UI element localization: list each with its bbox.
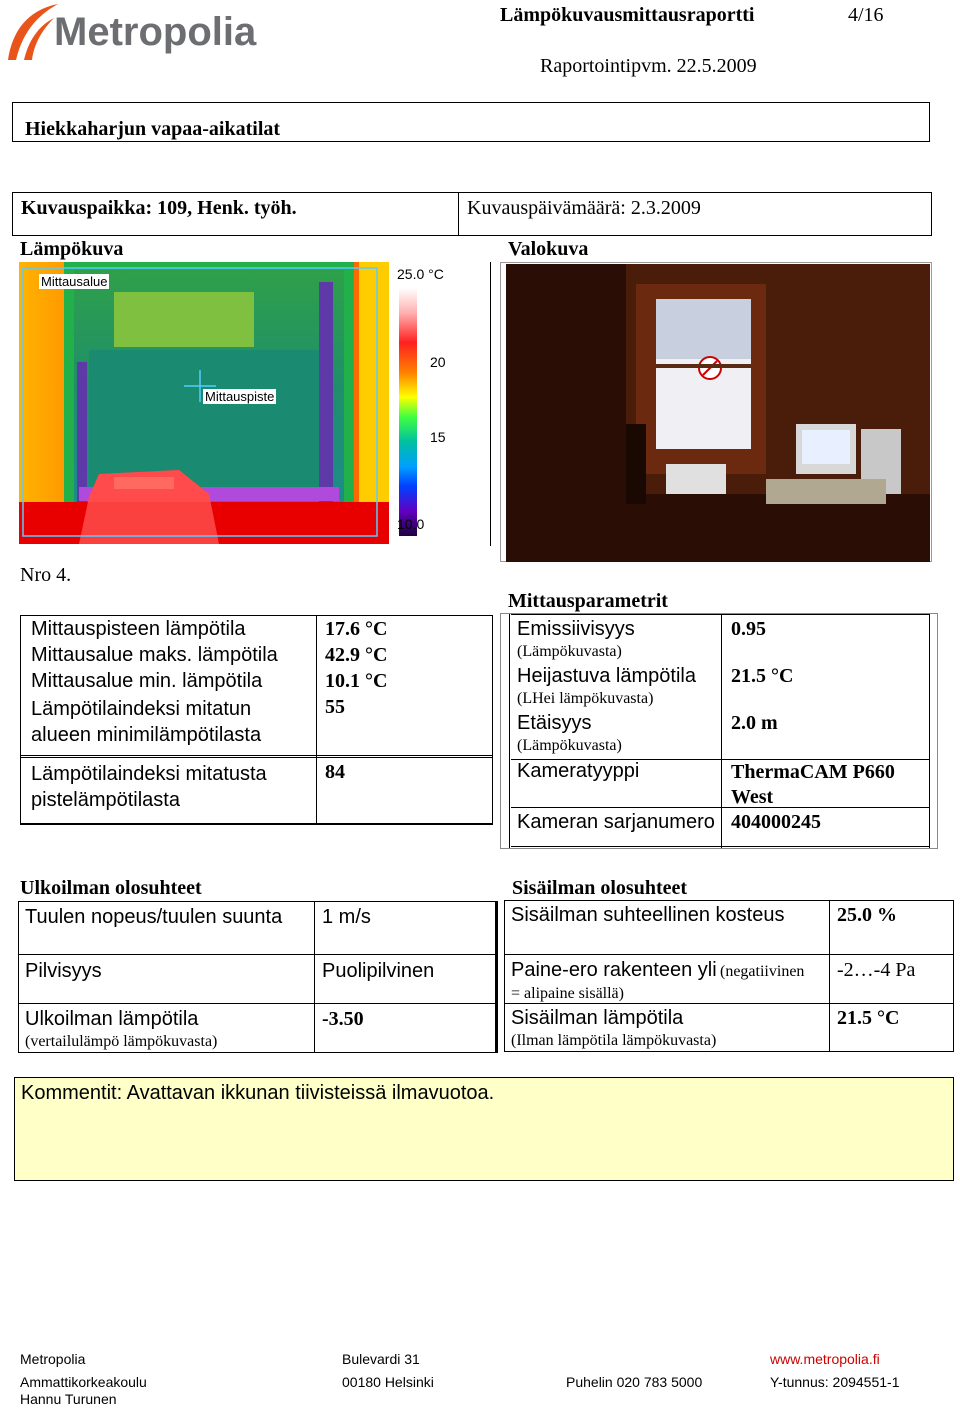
parameters-rule-4 [511,846,929,847]
footer-city: 00180 Helsinki [342,1374,434,1390]
divider [458,193,459,235]
measurements-rule-3 [21,823,492,824]
emissivity-sub: (Lämpökuvasta) [517,643,622,660]
parameters-rule-1 [511,614,929,615]
footer-phone: Puhelin 020 783 5000 [566,1374,703,1390]
point-temp-label: Mittauspisteen lämpötila [31,618,246,640]
measurements-divider [316,616,317,824]
emissivity-label: Emissiivisyys [517,618,635,640]
pressure-value: -2…-4 Pa [837,959,916,981]
outdoor-heading: Ulkoilman olosuhteet [20,877,202,899]
report-date: Raportointipvm. 22.5.2009 [540,55,757,77]
emissivity-value: 0.95 [731,618,766,640]
imaging-date: Kuvauspäivämäärä: 2.3.2009 [467,197,701,219]
room-photo [506,264,930,562]
room-photo-graphic [506,264,930,562]
pressure-label: Paine-ero rakenteen yli [511,959,717,981]
comments-text: Kommentit: Avattavan ikkunan tiivisteissä ilmavuotoa. [21,1082,495,1104]
measurements-rule-2 [21,757,492,758]
distance-value: 2.0 m [731,712,778,734]
parameters-heading: Mittausparametrit [508,590,668,612]
scale-min: 10.0 [397,516,425,532]
humidity-label: Sisäilman suhteellinen kosteus [511,904,785,926]
point-label: Mittauspiste [205,389,275,404]
index-point-label: Lämpötilaindeksi mitatusta pistelämpötilasta [31,763,267,811]
camera-type-value: ThermaCAM P660 West [731,761,895,808]
index-area-label: Lämpötilaindeksi mitatun alueen minimilämpötilasta [31,698,262,746]
site-name: Hiekkaharjun vapaa-aikatilat [25,118,281,140]
parameters-left-rule [509,614,510,848]
metropolia-logo [2,2,272,64]
wind-value: 1 m/s [322,906,371,928]
humidity-value: 25.0 % [837,904,897,926]
report-title: Lämpökuvausmittausraportti [500,4,755,26]
indoor-table [504,900,954,1052]
area-min-value: 10.1 °C [325,670,388,692]
footer-org-2: Ammattikorkeakoulu [20,1374,147,1390]
outdoor-divider [314,902,315,1052]
page-number: 4/16 [848,4,884,26]
comments-box [14,1077,954,1181]
scale-15: 15 [430,429,446,445]
reflected-value: 21.5 °C [731,665,794,687]
location: Kuvauspaikka: 109, Henk. työh. [21,197,297,219]
outdoor-rule-1 [19,954,497,955]
indoor-divider [829,901,830,1051]
measurements-table [20,615,493,825]
parameters-right-rule [929,614,930,848]
index-point-value: 84 [325,761,345,783]
indoor-temp-label: Sisäilman lämpötila [511,1007,684,1029]
indoor-temp-sub: (Ilman lämpötila lämpökuvasta) [511,1032,717,1049]
parameters-divider [721,614,722,848]
footer-author: Hannu Turunen [20,1391,117,1407]
reflected-sub: (LHei lämpökuvasta) [517,690,654,707]
image-number: Nro 4. [20,564,72,586]
area-max-label: Mittausalue maks. lämpötila [31,644,278,666]
outdoor-temp-value: -3.50 [322,1008,364,1030]
cloud-value: Puolipilvinen [322,960,435,982]
photo-heading: Valokuva [508,238,589,260]
scale-max: 25.0 °C [397,266,444,282]
thermal-image [19,262,389,544]
scale-20: 20 [430,354,446,370]
indoor-rule-1 [505,954,953,955]
outdoor-rule-3 [495,902,497,1052]
outdoor-temp-sub: (vertailulämpö lämpökuvasta) [25,1033,218,1050]
color-scale-bar [399,288,417,536]
pressure-sub2: = alipaine sisällä) [511,985,624,1002]
footer-website-link[interactable]: www.metropolia.fi [770,1351,880,1367]
wind-label: Tuulen nopeus/tuulen suunta [25,906,283,928]
serial-label: Kameran sarjanumero [517,811,715,833]
footer-street: Bulevardi 31 [342,1351,420,1367]
outdoor-rule-2 [19,1003,497,1004]
footer-business-id: Y-tunnus: 2094551-1 [770,1374,900,1390]
logo-text: Metropolia [54,10,257,54]
indoor-temp-value: 21.5 °C [837,1007,900,1029]
pressure-sub1: (negatiivinen [720,963,805,980]
cloud-label: Pilvisyys [25,960,102,982]
measurements-rule-1 [21,755,492,756]
area-label: Mittausalue [41,274,108,289]
point-temp-value: 17.6 °C [325,618,388,640]
reflected-label: Heijastuva lämpötila [517,665,696,687]
camera-type-label: Kameratyyppi [517,760,640,782]
location-box [12,192,932,236]
distance-label: Etäisyys [517,712,592,734]
area-max-value: 42.9 °C [325,644,388,666]
parameters-table [500,613,938,849]
outdoor-table [18,901,498,1053]
thermal-heading: Lämpökuva [20,238,124,260]
index-area-value: 55 [325,696,345,718]
area-min-label: Mittausalue min. lämpötila [31,670,263,692]
logo-swoosh-icon [2,2,62,64]
indoor-heading: Sisäilman olosuhteet [512,877,688,899]
footer-org: Metropolia [20,1351,86,1367]
outdoor-temp-label: Ulkoilman lämpötila [25,1008,199,1030]
distance-sub: (Lämpökuvasta) [517,737,622,754]
indoor-rule-2 [505,1003,953,1004]
serial-value: 404000245 [731,811,821,833]
site-name-box [12,102,930,142]
